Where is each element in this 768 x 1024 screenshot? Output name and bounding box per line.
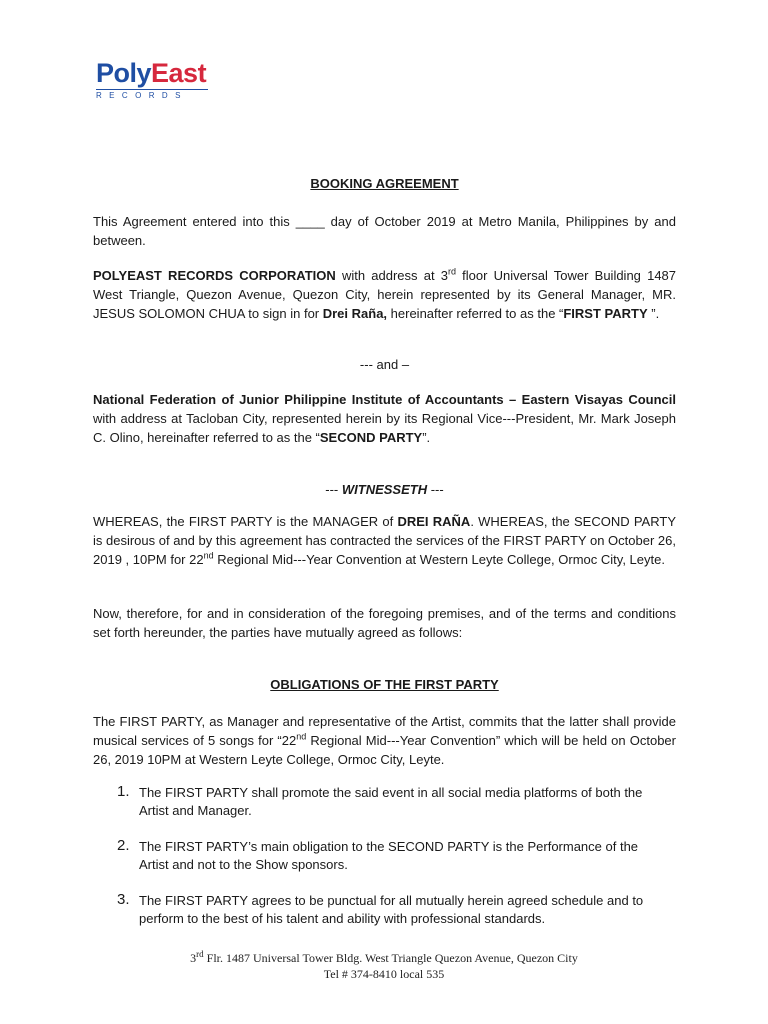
list-item: 2. The FIRST PARTY’s main obligation to the SECOND PARTY is the Performance of the Artist and not to the Show sponsors. (117, 837, 639, 872)
and-separator: --- and – (359, 357, 410, 372)
list-item: 3. The FIRST PARTY agrees to be punctual for all mutually herein agreed schedule and to perform to the best of his talent and ability with professional standards. (117, 891, 644, 926)
second-party-paragraph: National Federation of Junior Philippine Institute of Accountants – Eastern Visayas Council with address at Tacloban City, represented herein by its Regional Vice---President, Mr. Mark Joseph C. Olino, hereinafter referred to as the “SECOND PARTY”. (93, 392, 676, 445)
footer-phone: Tel # 374-8410 local 535 (323, 967, 445, 981)
first-party-paragraph: POLYEAST RECORDS CORPORATION with address at 3rd floor Universal Tower Building 1487 West Triangle, Quezon Avenue, Quezon City, herein represented by its General Manager, MR. JESUS SOLOMON CHUA to sign in for Drei Raña, hereinafter referred to as the “FIRST PARTY ”. (93, 266, 677, 321)
obligations-intro-paragraph: The FIRST PARTY, as Manager and representative of the Artist, commits that the latter shall provide musical services of 5 songs for “22nd Regional Mid---Year Convention” which will be held on October 26, 2019 10PM at Western Leyte College, Ormoc City, Leyte. (93, 714, 676, 767)
page-footer (0, 950, 768, 982)
now-therefore-paragraph: Now, therefore, for and in consideration of the foregoing premises, and of the terms and conditions set forth hereunder, the parties have mutually agreed as follows: (93, 606, 676, 640)
obligations-list (93, 784, 663, 946)
polyeast-logo (96, 60, 212, 100)
list-item: 1. The FIRST PARTY shall promote the said event in all social media platforms of both the Artist and Manager. (117, 783, 643, 818)
logo-subtitle: RECORDS (96, 89, 208, 100)
logo-wordmark: PolyEast (96, 58, 207, 88)
obligations-title: OBLIGATIONS OF THE FIRST PARTY (270, 677, 499, 692)
document-title: BOOKING AGREEMENT (310, 176, 459, 191)
footer-address: 3rd Flr. 1487 Universal Tower Bldg. West Triangle Quezon Avenue, Quezon City (190, 949, 578, 965)
intro-paragraph: This Agreement entered into this ____ day of October 2019 at Metro Manila, Philippines by and between. (93, 214, 676, 248)
whereas-paragraph: WHEREAS, the FIRST PARTY is the MANAGER of DREI RAÑA. WHEREAS, the SECOND PARTY is desirous of and by this agreement has contracted the services of the FIRST PARTY on October 26, 2019 , 10PM for 22nd Regional Mid---Year Convention at Western Leyte College, Ormoc City, Leyte. (93, 514, 676, 567)
witnesseth-heading: --- WITNESSETH --- (325, 482, 444, 497)
